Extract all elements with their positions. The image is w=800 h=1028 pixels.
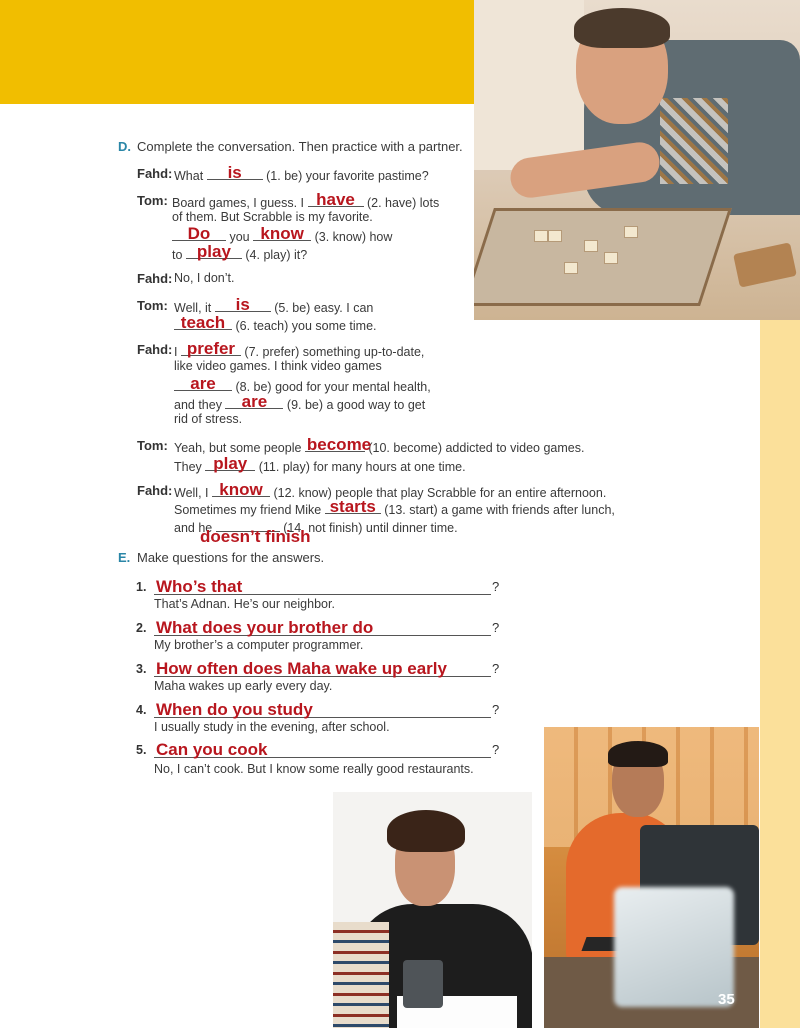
top-color-band	[0, 0, 474, 104]
dialogue-line: No, I don’t.	[174, 271, 235, 285]
dialogue-line: They play (11. play) for many hours at one time.	[174, 454, 466, 474]
answer-blank[interactable]: have	[308, 192, 364, 207]
question-answer-line[interactable]: Can you cook	[154, 741, 491, 758]
dialogue-line: teach (6. teach) you some time.	[174, 315, 377, 335]
page-number: 35	[718, 991, 735, 1008]
dialogue-line: rid of stress.	[174, 412, 243, 426]
answer-blank[interactable]: know	[212, 482, 270, 497]
question-answer-line[interactable]: When do you study	[154, 701, 491, 718]
section-d-instruction: Complete the conversation. Then practice with a partner.	[137, 139, 463, 154]
speaker-label: Fahd:	[137, 483, 173, 498]
answer-blank[interactable]: is	[215, 297, 271, 312]
question-mark: ?	[492, 702, 500, 717]
photo-student-studying	[333, 792, 532, 1028]
answer-blank[interactable]: know	[253, 226, 311, 241]
question-mark: ?	[492, 579, 500, 594]
dialogue-line: Do you know (3. know) how	[172, 226, 392, 246]
speaker-label: Tom:	[137, 193, 168, 208]
section-e-letter: E.	[118, 550, 131, 565]
dialogue-line: like video games. I think video games	[174, 359, 382, 373]
answer-blank[interactable]: Do	[172, 226, 226, 241]
dialogue-line: and they are (9. be) a good way to get	[174, 392, 426, 412]
question-number: 4.	[136, 703, 147, 717]
speaker-label: Tom:	[137, 298, 168, 313]
answer-response: Maha wakes up early every day.	[154, 679, 333, 693]
answer-response: My brother’s a computer programmer.	[154, 638, 364, 652]
answer-response: I usually study in the evening, after school.	[154, 720, 390, 734]
dialogue-line: Well, I know (12. know) people that play Scrabble for an entire afternoon.	[174, 480, 607, 500]
question-answer-line[interactable]: What does your brother do	[154, 619, 491, 636]
dialogue-line: Sometimes my friend Mike starts (13. start) a game with friends after lunch,	[174, 497, 615, 517]
side-color-band	[760, 320, 800, 1028]
dialogue-line: Yeah, but some people become (10. become) addicted to video games.	[174, 435, 585, 455]
speaker-label: Fahd:	[137, 166, 173, 181]
question-mark: ?	[492, 620, 500, 635]
section-e-instruction: Make questions for the answers.	[137, 550, 325, 565]
answer-blank[interactable]: starts	[325, 499, 381, 514]
photo-boy-playing-scrabble	[474, 0, 800, 320]
dialogue-line: What is (1. be) your favorite pastime?	[174, 163, 429, 183]
question-number: 5.	[136, 743, 147, 757]
answer-blank[interactable]: teach	[174, 315, 232, 330]
speaker-label: Fahd:	[137, 271, 173, 286]
answer-response: No, I can’t cook. But I know some really good restaurants.	[154, 762, 474, 776]
answer-response: That’s Adnan. He’s our neighbor.	[154, 597, 335, 611]
answer-blank[interactable]: play	[205, 456, 255, 471]
question-mark: ?	[492, 661, 500, 676]
question-answer-line[interactable]: How often does Maha wake up early	[154, 660, 491, 677]
dialogue-line: and he (14. not finish) until dinner time.	[174, 517, 458, 537]
answer-text: doesn’t finish	[200, 527, 311, 546]
dialogue-line: I prefer (7. prefer) something up-to-date,	[174, 339, 425, 359]
speaker-label: Tom:	[137, 438, 168, 453]
section-d-letter: D.	[118, 139, 131, 154]
dialogue-line: Board games, I guess. I have (2. have) lots	[172, 190, 440, 210]
question-mark: ?	[492, 742, 500, 757]
dialogue-line: Well, it is (5. be) easy. I can	[174, 295, 374, 315]
question-number: 1.	[136, 580, 147, 594]
question-number: 3.	[136, 662, 147, 676]
question-number: 2.	[136, 621, 147, 635]
answer-blank[interactable]: are	[174, 376, 232, 391]
answer-blank[interactable]: play	[186, 244, 242, 259]
answer-blank[interactable]: are	[225, 394, 283, 409]
answer-blank[interactable]: become	[306, 435, 372, 454]
dialogue-line: of them. But Scrabble is my favorite.	[172, 210, 373, 224]
answer-blank[interactable]: prefer	[181, 341, 241, 356]
answer-blank[interactable]: is	[207, 165, 263, 180]
dialogue-line: are (8. be) good for your mental health,	[174, 376, 431, 396]
dialogue-line: to play (4. play) it?	[172, 242, 308, 262]
photo-man-at-computer	[544, 727, 759, 1028]
speaker-label: Fahd:	[137, 342, 173, 357]
question-answer-line[interactable]: Who’s that	[154, 578, 491, 595]
